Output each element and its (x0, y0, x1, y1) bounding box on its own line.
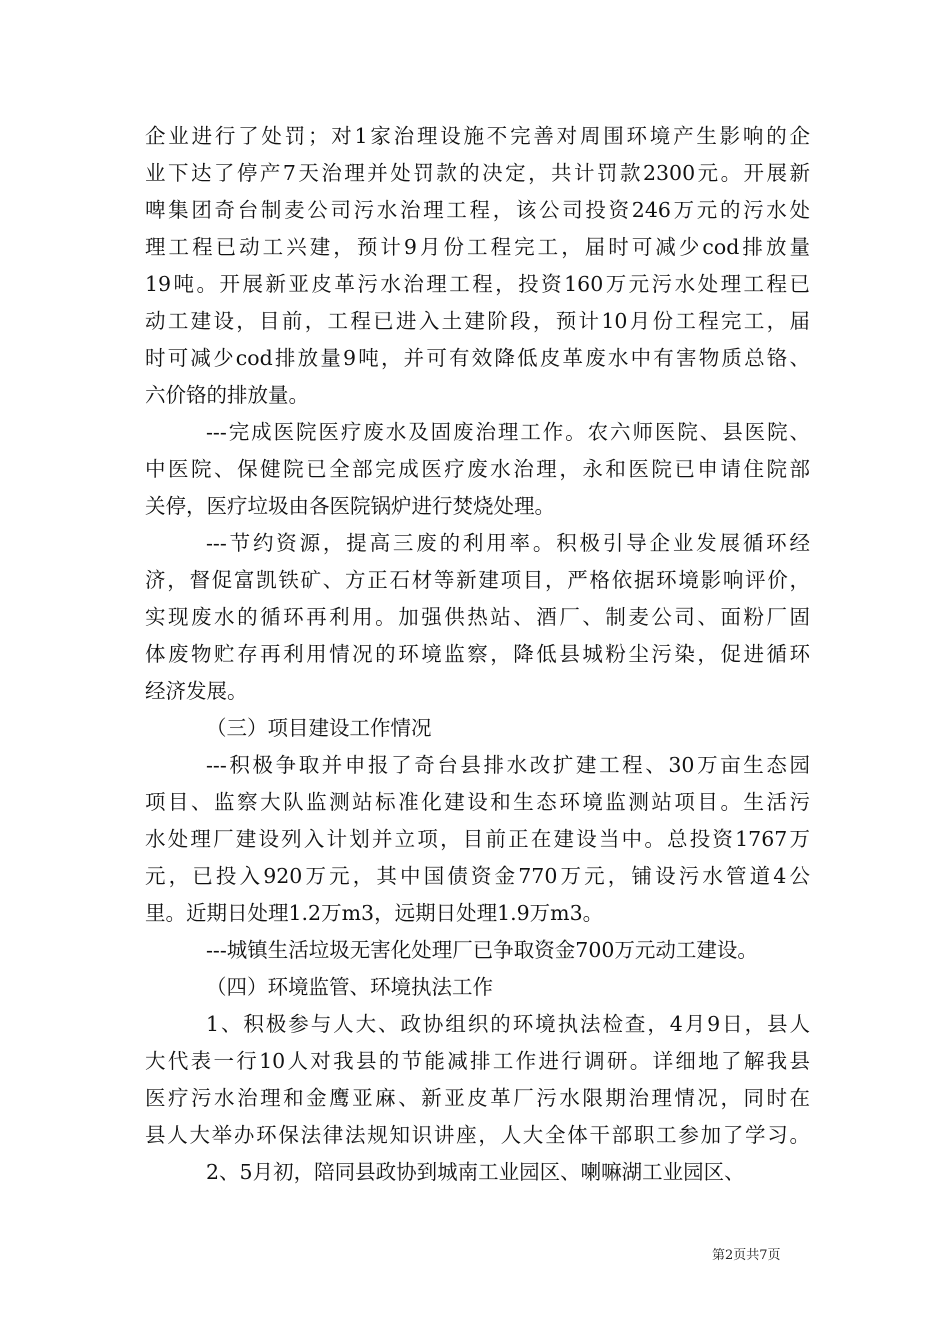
text-line: 元，已投入920万元，其中国债资金770万元，铺设污水管道4公 (145, 864, 810, 888)
text-line: 项目、监察大队监测站标准化建设和生态环境监测站项目。生活污 (145, 790, 810, 814)
text-line: 中医院、保健院已全部完成医疗废水治理，永和医院已申请住院部 (145, 457, 810, 481)
text-line: 六价铬的排放量。 (145, 383, 309, 407)
text-line: 业下达了停产7天治理并处罚款的决定，共计罚款2300元。开展新 (145, 161, 810, 185)
paragraph-start-line: ---城镇生活垃圾无害化处理厂已争取资金700万元动工建设。 (206, 938, 758, 962)
page-number-footer: 第2页共7页 (712, 1248, 781, 1263)
text-line: 企业进行了处罚；对1家治理设施不完善对周围环境产生影响的企 (145, 124, 810, 148)
document-body (145, 118, 810, 1191)
text-line: 水处理厂建设列入计划并立项，目前正在建设当中。总投资1767万 (145, 827, 810, 851)
text-line: 里。近期日处理1.2万m3，远期日处理1.9万m3。 (145, 901, 604, 925)
text-line: 实现废水的循环再利用。加强供热站、酒厂、制麦公司、面粉厂固 (145, 605, 810, 629)
text-line: 关停，医疗垃圾由各医院锅炉进行焚烧处理。 (145, 494, 555, 518)
section-heading: （四）环境监管、环境执法工作 (206, 975, 493, 999)
text-line: 经济发展。 (145, 679, 248, 703)
text-line: 动工建设，目前，工程已进入土建阶段，预计10月份工程完工，届 (145, 309, 810, 333)
paragraph-start-line: ---节约资源，提高三废的利用率。积极引导企业发展循环经 (206, 531, 810, 555)
text-line: 医疗污水治理和金鹰亚麻、新亚皮革厂污水限期治理情况，同时在 (145, 1086, 810, 1110)
paragraph-start-line: ---积极争取并申报了奇台县排水改扩建工程、30万亩生态园 (206, 753, 810, 777)
text-line: 19吨。开展新亚皮革污水治理工程，投资160万元污水处理工程已 (145, 272, 810, 296)
text-line: 体废物贮存再利用情况的环境监察，降低县城粉尘污染，促进循环 (145, 642, 810, 666)
paragraph-start-line: 1、积极参与人大、政协组织的环境执法检查，4月9日，县人 (206, 1012, 810, 1036)
text-line: 大代表一行10人对我县的节能减排工作进行调研。详细地了解我县 (145, 1049, 810, 1073)
text-line: 理工程已动工兴建，预计9月份工程完工，届时可减少cod排放量 (145, 235, 810, 259)
text-line: 县人大举办环保法律法规知识讲座，人大全体干部职工参加了学习。 (145, 1123, 810, 1147)
paragraph-start-line: 2、5月初，陪同县政协到城南工业园区、喇嘛湖工业园区、 (206, 1160, 745, 1184)
text-line: 啤集团奇台制麦公司污水治理工程，该公司投资246万元的污水处 (145, 198, 810, 222)
text-line: 时可减少cod排放量9吨，并可有效降低皮革废水中有害物质总铬、 (145, 346, 810, 370)
section-heading: （三）项目建设工作情况 (206, 716, 432, 740)
text-line: 济，督促富凯铁矿、方正石材等新建项目，严格依据环境影响评价， (145, 568, 810, 592)
paragraph-start-line: ---完成医院医疗废水及固废治理工作。农六师医院、县医院、 (206, 420, 810, 444)
